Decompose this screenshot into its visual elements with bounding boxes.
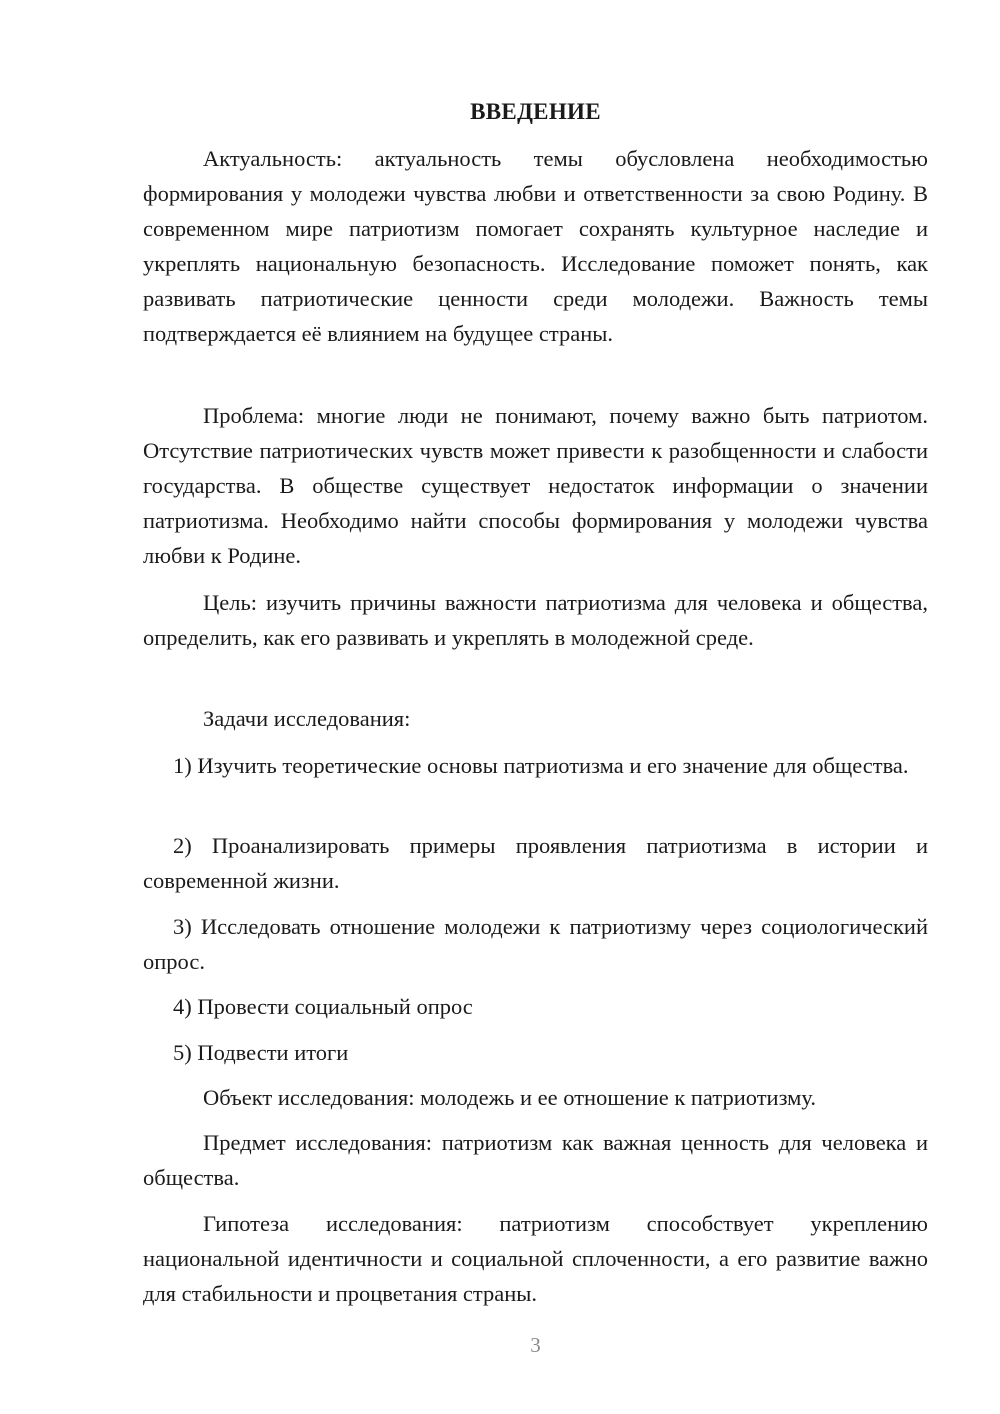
section-title: ВВЕДЕНИЕ: [470, 99, 601, 124]
paragraph-object: Объект исследования: молодежь и ее отношение к патриотизму.: [203, 1085, 816, 1110]
paragraph-relevance: Актуальность: актуальность темы обусловлена необходимостью формирования у молодежи чувства любви и ответственности за свою Родину. В современном мире патриотизм помогает сохранять культурное наследие и укреплять национальную безопасность. Исследование поможет понять, как развивать патриотические ценности среди молодежи. Важность темы подтверждается её влиянием на будущее страны.: [143, 146, 928, 346]
task-item-4: 4) Провести социальный опрос: [173, 994, 473, 1019]
paragraph-goal: Цель: изучить причины важности патриотизма для человека и общества, определить, как его развивать и укреплять в молодежной среде.: [143, 590, 928, 650]
paragraph-problem: Проблема: многие люди не понимают, почему важно быть патриотом. Отсутствие патриотических чувств может привести к разобщенности и слабости государства. В обществе существует недостаток информации о значении патриотизма. Необходимо найти способы формирования у молодежи чувства любви к Родине.: [143, 403, 928, 568]
task-item-5: 5) Подвести итоги: [173, 1040, 349, 1065]
paragraph-hypothesis: Гипотеза исследования: патриотизм способствует укреплению национальной идентичности и социальной сплоченности, а его развитие важно для стабильности и процветания страны.: [143, 1211, 928, 1306]
task-item-3: 3) Исследовать отношение молодежи к патриотизму через социологический опрос.: [143, 914, 928, 974]
page-number: 3: [530, 1333, 541, 1357]
task-item-2: 2) Проанализировать примеры проявления патриотизма в истории и современной жизни.: [143, 833, 928, 893]
paragraph-subject: Предмет исследования: патриотизм как важная ценность для человека и общества.: [143, 1130, 928, 1190]
task-item-1: 1) Изучить теоретические основы патриотизма и его значение для общества.: [173, 753, 909, 778]
document-page: [143, 0, 928, 1414]
paragraph-tasks-heading: Задачи исследования:: [203, 706, 411, 731]
